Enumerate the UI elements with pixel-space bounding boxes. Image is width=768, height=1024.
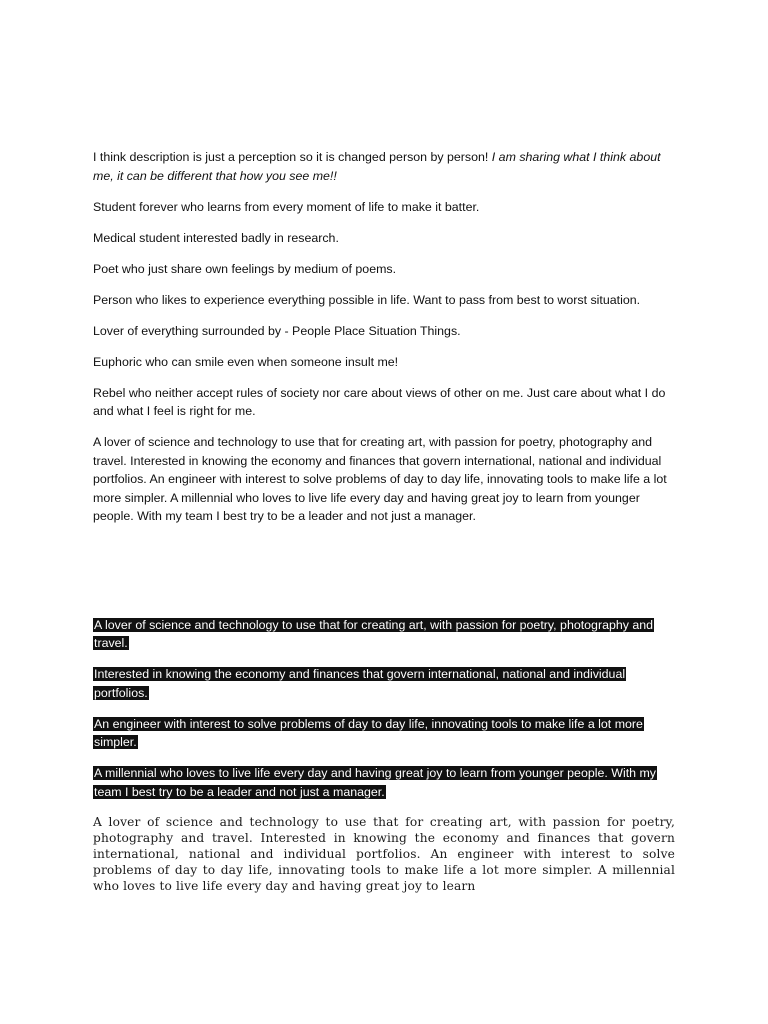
highlighted-text-economy: Interested in knowing the economy and finances that govern international, national and individual portfolios. — [94, 667, 626, 700]
trait-poet: Poet who just share own feelings by medium of poems. — [93, 261, 397, 276]
highlighted-line-millennial — [93, 764, 675, 801]
summary-paragraph: A lover of science and technology to use that for creating art, with passion for poetry, photography and travel. Interested in knowing the economy and finances that govern international, national and individual portfolios. An engineer with interest to solve problems of day to day life, innovating tools to make life a lot more simpler. A millennial who loves to live life every day and having great joy to learn from younger people. With my team I best try to be a leader and not just a manager. — [93, 435, 667, 523]
serif-summary-paragraph: A lover of science and technology to use that for creating art, with passion for poetry, photography and travel. Interested in knowing the economy and finances that govern international, national and individual portfolios. An engineer with interest to solve problems of day to day life, innovating tools to make life a lot more simpler. A millennial who loves to live life every day and having great joy to learn — [93, 814, 675, 894]
document-page — [93, 148, 675, 907]
highlighted-line-engineer — [93, 715, 675, 752]
trait-euphoric: Euphoric who can smile even when someone insult me! — [93, 354, 399, 369]
highlighted-text-engineer: An engineer with interest to solve problems of day to day life, innovating tools to make life a lot more simpler. — [94, 716, 643, 749]
trait-medical-student: Medical student interested badly in research. — [93, 230, 339, 245]
trait-rebel: Rebel who neither accept rules of society nor care about views of other on me. Just care about what I do and what I feel is right for me. — [93, 385, 666, 418]
highlighted-line-science — [93, 616, 675, 653]
trait-student: Student forever who learns from every moment of life to make it batter. — [93, 199, 480, 214]
highlighted-text-millennial: A millennial who loves to live life every day and having great joy to learn from younger people. With my team I best try to be a leader and not just a manager. — [94, 766, 656, 799]
highlighted-line-economy — [93, 665, 675, 702]
intro-italic-text: I am sharing what I think about me, it can be different that how you see me!! — [93, 150, 661, 183]
highlighted-text-science: A lover of science and technology to use that for creating art, with passion for poetry, photography and travel. — [94, 617, 654, 650]
intro-paragraph — [93, 148, 675, 185]
trait-experiencer: Person who likes to experience everything possible in life. Want to pass from best to worst situation. — [93, 292, 641, 307]
trait-lover: Lover of everything surrounded by - People Place Situation Things. — [93, 323, 461, 338]
section-gap — [93, 526, 675, 616]
intro-text: I think description is just a perception so it is changed person by person! — [93, 150, 492, 164]
